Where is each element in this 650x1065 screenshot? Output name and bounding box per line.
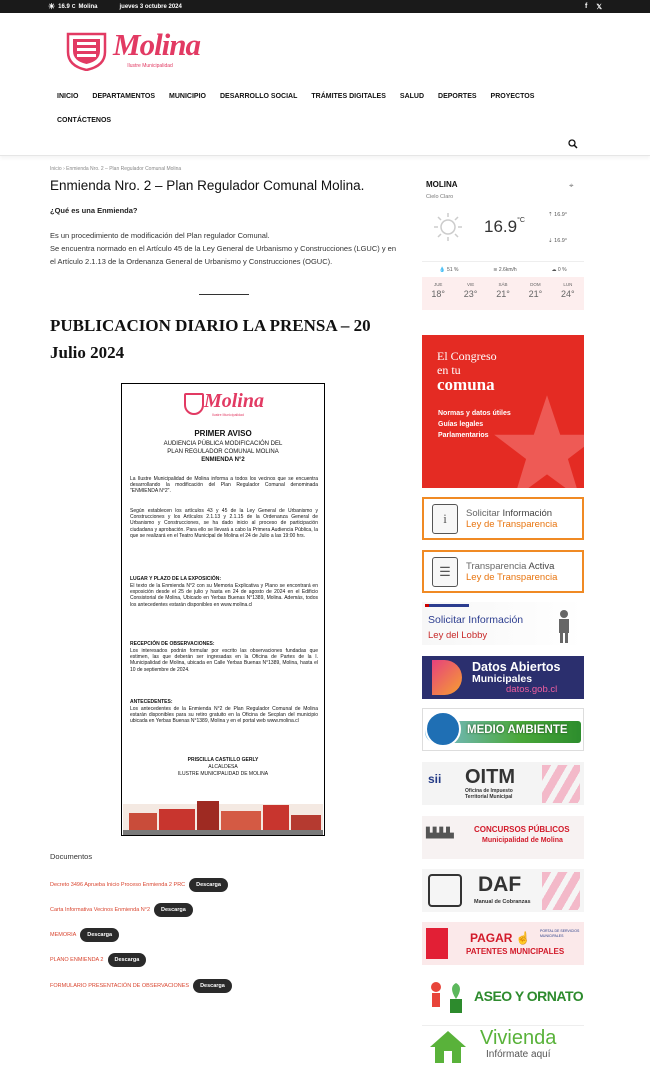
congreso-banner[interactable] <box>422 335 584 488</box>
document-link[interactable]: MEMORIA <box>50 932 77 938</box>
article-question: ¿Qué es una Enmienda? <box>50 206 138 215</box>
banner-title-b: Información <box>502 508 553 519</box>
document-link[interactable]: Carta Informativa Vecinos Enmienda N°2 <box>50 907 151 913</box>
weather-description: Cielo Claro <box>426 194 454 200</box>
weather-stats <box>422 261 584 277</box>
download-button[interactable]: Descarga <box>80 928 119 942</box>
newspaper-notice-image <box>121 383 325 836</box>
site-logo[interactable] <box>65 27 201 71</box>
nav-item-deportes[interactable]: DEPORTES <box>438 93 477 100</box>
breadcrumb-current: Enmienda Nro. 2 – Plan Regulador Comunal Molina <box>66 166 182 172</box>
banner-subtitle: Manual de Cobranzas <box>474 899 531 905</box>
top-bar <box>0 0 650 13</box>
environment-seal-icon <box>425 711 461 747</box>
divider <box>199 294 249 295</box>
forecast-day <box>552 277 584 310</box>
document-item <box>50 979 232 993</box>
document-item <box>50 953 146 967</box>
banner-subtitle-1: Oficina de Impuesto <box>465 788 513 794</box>
facebook-icon[interactable]: f <box>585 2 588 10</box>
town-illustration <box>123 787 323 835</box>
weather-high: ⇡ 16.9° <box>548 212 568 218</box>
site-header <box>0 13 650 156</box>
banner-title-2: Municipales <box>472 673 533 685</box>
house-icon <box>428 1029 468 1065</box>
topbar-temperature: 16.9 <box>58 3 70 10</box>
article-body <box>50 229 400 268</box>
x-twitter-icon[interactable]: 𝕏 <box>596 3 602 11</box>
nav-item-municipio[interactable]: MUNICIPIO <box>169 93 206 100</box>
document-link[interactable]: FORMULARIO PRESENTACIÓN DE OBSERVACIONES <box>50 983 190 989</box>
congreso-list-item: Parlamentarios <box>438 432 489 439</box>
nav-item-inicio[interactable]: INICIO <box>57 93 79 100</box>
forecast-day-temp: 23° <box>463 289 478 299</box>
banner-title: OITM <box>465 766 515 788</box>
forecast-day <box>422 277 454 310</box>
document-link[interactable]: Decreto 3496 Aprueba Inicio Proceso Enmienda 2 PRC <box>50 882 186 888</box>
banner-subtitle: Ley de Transparencia <box>466 519 558 530</box>
notice-text: El texto de la Enmienda N°2 con su Memoria Explicativa y Plano se encontrará en exposición desde el 25 de julio y hasta en 24 de agosto de 2024 en el Edificio Consistorial de Molina, Ubicado en Yerbas Buenas N°1389, Molina. Además, todos los antecedentes estarán disponibles en www.molina.cl <box>130 583 318 608</box>
congreso-line3: comuna <box>437 375 495 394</box>
download-button[interactable]: Descarga <box>189 878 228 892</box>
medio-ambiente-banner[interactable] <box>422 708 584 751</box>
notice-section-title: ANTECEDENTES: <box>130 699 173 705</box>
ley-del-lobby-banner[interactable] <box>422 602 584 645</box>
social-links <box>585 3 602 11</box>
banner-title: CONCURSOS PÚBLICOS <box>474 825 570 834</box>
logo-subtitle: Ilustre Municipalidad <box>127 63 173 69</box>
municipal-shield-icon <box>65 30 108 71</box>
weather-temp-unit: °C <box>517 217 525 224</box>
forecast-day-name: LUN <box>563 282 573 287</box>
congreso-line2: en tu <box>437 363 461 377</box>
forecast-day-temp: 18° <box>431 289 446 299</box>
document-item <box>50 903 193 917</box>
notice-logo-subtitle: Ilustre Municipalidad <box>212 413 244 417</box>
banner-title: Solicitar Información <box>428 614 524 626</box>
location-icon[interactable]: ⌖ <box>569 181 574 190</box>
forecast-day-name: JUE <box>433 282 443 287</box>
forecast-day-temp: 24° <box>561 289 575 299</box>
topbar-city: Molina <box>78 3 98 10</box>
document-link[interactable]: PLANO ENMIENDA 2 <box>50 957 104 963</box>
topbar-date: jueves 3 octubre 2024 <box>119 3 182 10</box>
logo-text: Molina <box>113 27 201 62</box>
nav-item-departamentos[interactable]: DEPARTAMENTOS <box>92 93 156 100</box>
decorative-stripes <box>542 765 580 803</box>
banner-subtitle: Ley del Lobby <box>428 630 488 641</box>
daf-banner[interactable] <box>422 869 584 912</box>
banner-subtitle: Ley de Transparencia <box>466 572 558 583</box>
solicitar-informacion-banner[interactable] <box>422 497 584 540</box>
banner-title <box>466 561 554 572</box>
congreso-line <box>437 349 497 377</box>
notice-logo <box>184 390 264 422</box>
datos-abiertos-banner[interactable] <box>422 656 584 699</box>
sun-icon: ☀ <box>48 2 56 11</box>
main-nav <box>50 85 550 133</box>
congreso-list <box>438 408 511 441</box>
page-title: Enmienda Nro. 2 – Plan Regulador Comunal Molina. <box>50 178 365 193</box>
notice-logo-text: Molina <box>203 390 264 412</box>
concursos-publicos-banner[interactable] <box>422 816 584 859</box>
article-paragraph: Se encuentra normado en el Artículo 45 de la Ley General de Urbanismo y Construcciones (LGUC) y en el Artículo 2.1.13 de la Ordenanza General de Urbanismo y Construcciones (OGUC). <box>50 244 397 266</box>
transparencia-activa-banner[interactable] <box>422 550 584 593</box>
document-list-icon: ☰ <box>432 557 458 587</box>
datos-logo-icon <box>432 660 462 695</box>
rain-value: 0 % <box>557 266 567 273</box>
banner-title: Datos Abiertos <box>472 660 561 674</box>
notice-text: La Ilustre Municipalidad de Molina informa a todos los vecinos que se encuentra desarrollando la modificación del Plan Regulador Comunal denominada "ENMIENDA N°2". <box>130 476 318 495</box>
oitm-banner[interactable] <box>422 762 584 805</box>
forecast-day-name: SÁB <box>498 282 508 287</box>
download-button[interactable]: Descarga <box>154 903 193 917</box>
nav-item-salud[interactable]: SALUD <box>399 93 425 100</box>
forecast-day-name: VIE <box>466 282 475 287</box>
weather-forecast <box>422 277 584 310</box>
notice-signature: ILUSTRE MUNICIPALIDAD DE MOLINA <box>177 771 269 777</box>
section-heading: PUBLICACION DIARIO LA PRENSA – 20 Julio 2024 <box>50 316 371 362</box>
nav-item-desarrollo-social[interactable]: DESARROLLO SOCIAL <box>219 93 298 100</box>
breadcrumb <box>50 166 181 172</box>
nav-item-proyectos[interactable]: PROYECTOS <box>490 93 535 100</box>
banner-title: MEDIO AMBIENTE <box>467 724 568 736</box>
banner-title <box>470 931 531 945</box>
forecast-day-temp: 21° <box>496 289 510 299</box>
document-item <box>50 878 228 892</box>
notice-subheading: AUDIENCIA PÚBLICA MODIFICACIÓN DEL <box>163 441 283 447</box>
humidity-stat: 💧 51 % <box>439 266 459 273</box>
banner-title-a: Transparencia <box>466 561 527 572</box>
download-button[interactable]: Descarga <box>108 953 147 967</box>
weather-high-value: 16.9° <box>554 212 568 218</box>
sii-logo: sii <box>428 772 442 786</box>
forecast-day <box>487 277 519 310</box>
flag-stripe-blue <box>429 604 469 607</box>
congreso-list-item: Guías legales <box>438 421 484 428</box>
banner-subtitle: Infórmate aquí <box>486 1049 551 1060</box>
notice-text: Los antecedentes de la Enmienda N°2 de Plan Regulador Comunal de Molina estarán disponibles para su retiro gratuito en la Oficina de Secplan del municipio ubicada en Yerbas Buenas N°1389, Molina y en el portal web www.molina.cl <box>130 706 318 725</box>
notice-heading: PRIMER AVISO <box>194 429 252 438</box>
forecast-day <box>519 277 551 310</box>
forecast-day-name: DOM <box>530 282 541 287</box>
info-document-icon: i <box>432 504 458 534</box>
rain-stat: ☁ 0 % <box>551 266 567 273</box>
weather-temperature <box>484 217 525 237</box>
documents-label: Documentos <box>50 852 93 861</box>
congreso-line1: El Congreso <box>437 349 497 363</box>
weather-city: MOLINA <box>426 180 458 189</box>
notice-section-title: RECEPCIÓN DE OBSERVACIONES: <box>130 641 215 647</box>
portal-label: PORTAL DE SERVICIOS MUNICIPALES <box>540 929 580 938</box>
banner-title-a: Solicitar <box>466 508 500 519</box>
notice-subheading: ENMIENDA N°2 <box>201 457 245 463</box>
banner-title-text: PAGAR <box>470 931 513 945</box>
hand-pointer-icon: ☝ <box>515 931 531 945</box>
document-item <box>50 928 119 942</box>
forecast-day <box>454 277 486 310</box>
weather-low: ⇣ 16.9° <box>548 238 568 244</box>
banner-title: ASEO Y ORNATO <box>474 988 584 1004</box>
banner-subtitle: datos.gob.cl <box>506 684 558 695</box>
banner-subtitle-2: Territorial Municipal <box>465 794 513 800</box>
nav-item-contactenos[interactable]: CONTÁCTENOS <box>57 117 112 124</box>
banner-title: DAF <box>478 873 522 896</box>
congreso-list-item: Normas y datos útiles <box>438 410 511 417</box>
ground-shape <box>123 830 323 835</box>
breadcrumb-separator: › <box>63 166 67 172</box>
sun-outline-icon <box>432 211 464 243</box>
banner-title <box>466 508 552 519</box>
banner-subtitle: Municipalidad de Molina <box>482 837 563 844</box>
banner-title: Vivienda <box>480 1027 557 1049</box>
notice-subheading: PLAN REGULADOR COMUNAL MOLINA <box>167 449 279 455</box>
banner-subtitle: PATENTES MUNICIPALES <box>466 947 565 956</box>
humidity-value: 51 % <box>447 266 459 273</box>
pagar-patentes-banner[interactable] <box>422 922 584 965</box>
notice-shield-icon <box>184 393 204 415</box>
chairs-icon: ▙▙▙▙ <box>426 828 453 839</box>
building-icon <box>426 928 448 959</box>
notice-signature: PRISCILLA CASTILLO GERLY <box>187 757 259 763</box>
wind-stat: ≋ 2.6km/h <box>493 266 517 273</box>
topbar-unit: C <box>71 3 76 10</box>
download-button[interactable]: Descarga <box>193 979 232 993</box>
search-icon[interactable] <box>568 139 578 149</box>
weather-low-value: 16.9° <box>554 238 568 244</box>
forecast-day-temp: 21° <box>528 289 543 299</box>
notice-text: Según establecen los artículos 43 y 45 de la Ley General de Urbanismo y Construcciones y los Artículos 2.1.13 y 2.1.15 de la Ordenanza General de Urbanismo y Construcciones, se ha dado inicio al proceso de participación ciudadana y aprobación. Para ello se llevará a cabo la Primera Audiencia Pública, la que se realizará en el Teatro Municipal de Molina el 24 de Julio a las 19:00 hrs. <box>130 508 318 539</box>
notice-section-title: LUGAR Y PLAZO DE LA EXPOSICIÓN: <box>130 576 222 582</box>
banner-subtitle <box>465 788 513 800</box>
person-podium-icon <box>554 608 574 644</box>
aseo-ornato-banner[interactable] <box>422 974 584 1017</box>
banner-title-b: Activa <box>528 561 555 572</box>
weather-temp-value: 16.9 <box>484 217 518 236</box>
breadcrumb-home[interactable]: Inicio <box>50 166 62 172</box>
decorative-stripes <box>542 872 580 910</box>
vivienda-banner[interactable] <box>422 1025 584 1062</box>
notice-text: Los interesados podrán formular por escrito las observaciones fundadas que estimen, las que deberán ser ingresadas en la Oficina de Partes de la I. Municipalidad de Molina, ubicada en Calle Yerbas Buenas N°1389, Molina, hasta el 10 de septiembre de 2024. <box>130 648 318 673</box>
cleaning-plant-icon <box>426 977 468 1015</box>
cashier-icon <box>428 874 462 907</box>
nav-item-tramites-digitales[interactable]: TRÁMITES DIGITALES <box>311 93 386 100</box>
article-paragraph: Es un procedimiento de modificación del Plan regulador Comunal. <box>50 231 270 240</box>
wind-value: 2.6km/h <box>498 266 517 273</box>
notice-signature: ALCALDESA <box>208 764 238 770</box>
